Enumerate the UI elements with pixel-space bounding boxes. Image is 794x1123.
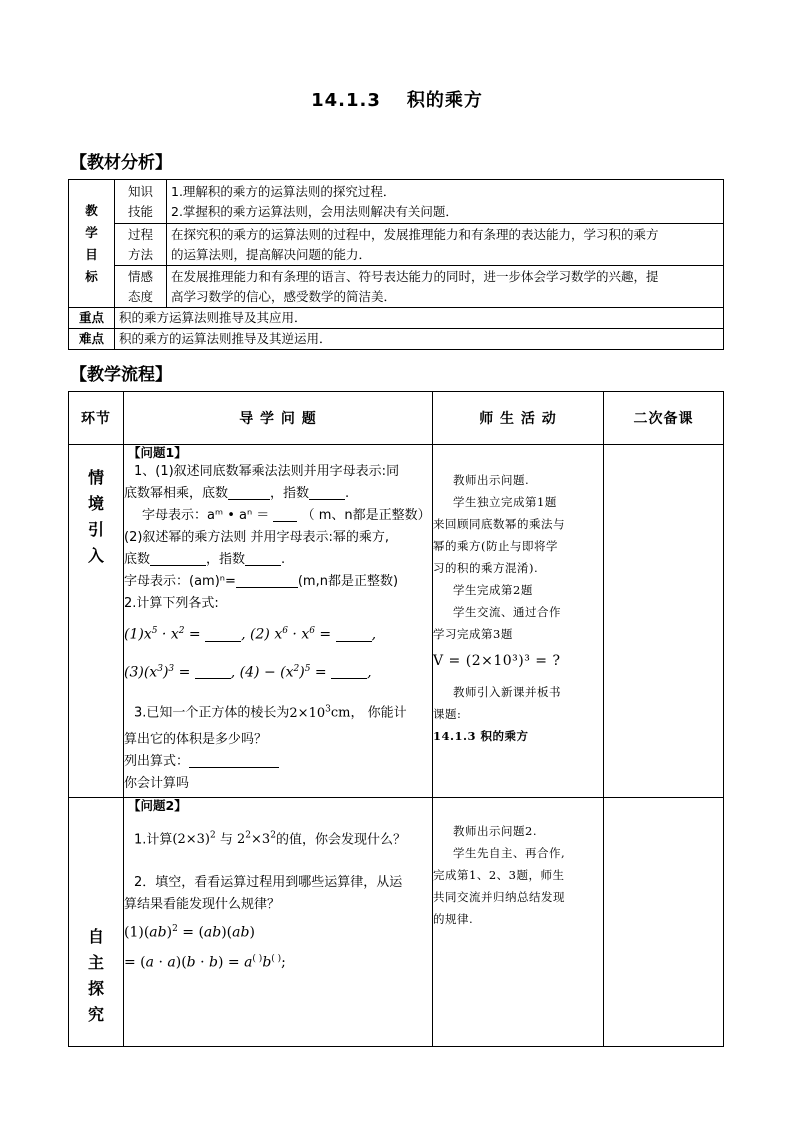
stage-explore-activity: 教师出示问题2. 学生先自主、再合作, 完成第1、2、3题，师生 共同交流并归纳总结发现 的规律. [433, 798, 604, 1047]
stage-intro-notes [604, 445, 724, 798]
stage-intro-label: 情 境 引 入 [69, 445, 124, 798]
q1-line-6: 字母表示：(am)ⁿ= (m,n都是正整数) [124, 574, 399, 589]
analysis-table [68, 179, 724, 350]
goal-sub-knowledge: 知识 技能 [115, 180, 167, 224]
q1-line-1: 1、(1)叙述同底数幂乘法法则并用字母表示:同 [134, 464, 400, 479]
q1-line-5: 底数 ，指数 . [124, 552, 286, 567]
stage-explore-questions [124, 798, 433, 1047]
q1-line-2: 底数幂相乘，底数 ，指数 . [124, 486, 350, 501]
key-point-text: 积的乘方运算法则推导及其应用． [115, 308, 724, 329]
q3-line-4: 你会计算吗 [124, 775, 190, 791]
goal-text-process: 在探究积的乘方的运算法则的过程中，发展推理能力和有条理的表达能力，学习积的乘方 的运算法则，提高解决问题的能力． [167, 224, 724, 266]
q3-line-2: 算出它的体积是多少吗？ [124, 731, 268, 747]
header-notes: 二次备课 [604, 392, 724, 445]
title-text: 积的乘方 [406, 90, 483, 111]
stage-intro-questions [124, 445, 433, 798]
key-point-label: 重点 [69, 308, 115, 329]
goal-text-knowledge: 1.理解积的乘方的运算法则的探究过程． 2.掌握积的乘方运算法则，会用法则解决有关问题． [167, 180, 724, 224]
header-activity: 师 生 活 动 [433, 392, 604, 445]
q2-2-formula-2: = (a · a)(b · b) = a( )b( ); [124, 953, 286, 971]
question-2-title: 【问题2】 [128, 798, 187, 813]
activity-volume-formula: V = (2×10³)³ = ? [433, 653, 561, 669]
difficulty-text: 积的乘方的运算法则推导及其逆运用． [115, 329, 724, 350]
q2-formula-row-1: $(1)x^5 \cdot x^2$ = , (2) $x^6 \cdot x^6$ = , [124, 626, 377, 643]
q2-formula-row-2: $(3)(x^3)^3$ = , $(4) - (x^2)^5$ = , [124, 663, 372, 681]
analysis-heading: 【教材分析】 [70, 153, 172, 173]
stage-explore-notes [604, 798, 724, 1047]
q2-2-line-2: 算结果看能发现什么规律？ [124, 897, 281, 913]
q2-1-line: 1.计算$(2\times 3)^2$ 与 $2^2\times 3^2$的值，你会发现什么？ [134, 831, 406, 848]
goal-sub-process: 过程 方法 [115, 224, 167, 266]
goal-sub-attitude: 情感 态度 [115, 266, 167, 308]
header-guide: 导 学 问 题 [124, 392, 433, 445]
process-heading: 【教学流程】 [70, 365, 172, 385]
page-title [0, 86, 794, 112]
goal-label: 教 学 目 标 [69, 180, 115, 308]
stage-explore-label: 自 主 探 究 [69, 798, 124, 1047]
title-number: 14.1.3 [311, 90, 381, 111]
question-1-title: 【问题1】 [128, 445, 187, 460]
q2-2-formula-1: (1)(ab)$^2$ = (ab)(ab) [124, 924, 255, 941]
process-table [68, 391, 724, 1047]
goal-text-attitude: 在发展推理能力和有条理的语言、符号表达能力的同时，进一步体会学习数学的兴趣，提 高学习数学的信心，感受数学的简洁美． [167, 266, 724, 308]
q2-title: 2.计算下列各式: [124, 596, 219, 611]
stage-intro-activity: 教师出示问题. 学生独立完成第1题 来回顾同底数幂的乘法与 幂的乘方(防止与即将学 习的积的乘方混淆). 学生完成第2题 学生交流、通过合作 学习完成第3题 V = (2×10³)³ = ? 教师引入新课并板书 课题: 14.1.3 积的乘方 [433, 445, 604, 798]
q3-line-1: 3.已知一个正方体的棱长为$2\times 10^3cm$， 你能计 [134, 704, 407, 721]
q3-line-3: 列出算式： [124, 751, 432, 773]
q1-line-4: (2)叙述幂的乘方法则 并用字母表示:幂的乘方, [124, 530, 390, 545]
difficulty-label: 难点 [69, 329, 115, 350]
q1-line-3: 字母表示：aᵐ • aⁿ ＝ （ m、n都是正整数） [142, 508, 431, 523]
q2-2-line-1: 2．填空，看看运算过程用到哪些运算律，从运 [134, 875, 403, 891]
header-stage: 环节 [69, 392, 124, 445]
